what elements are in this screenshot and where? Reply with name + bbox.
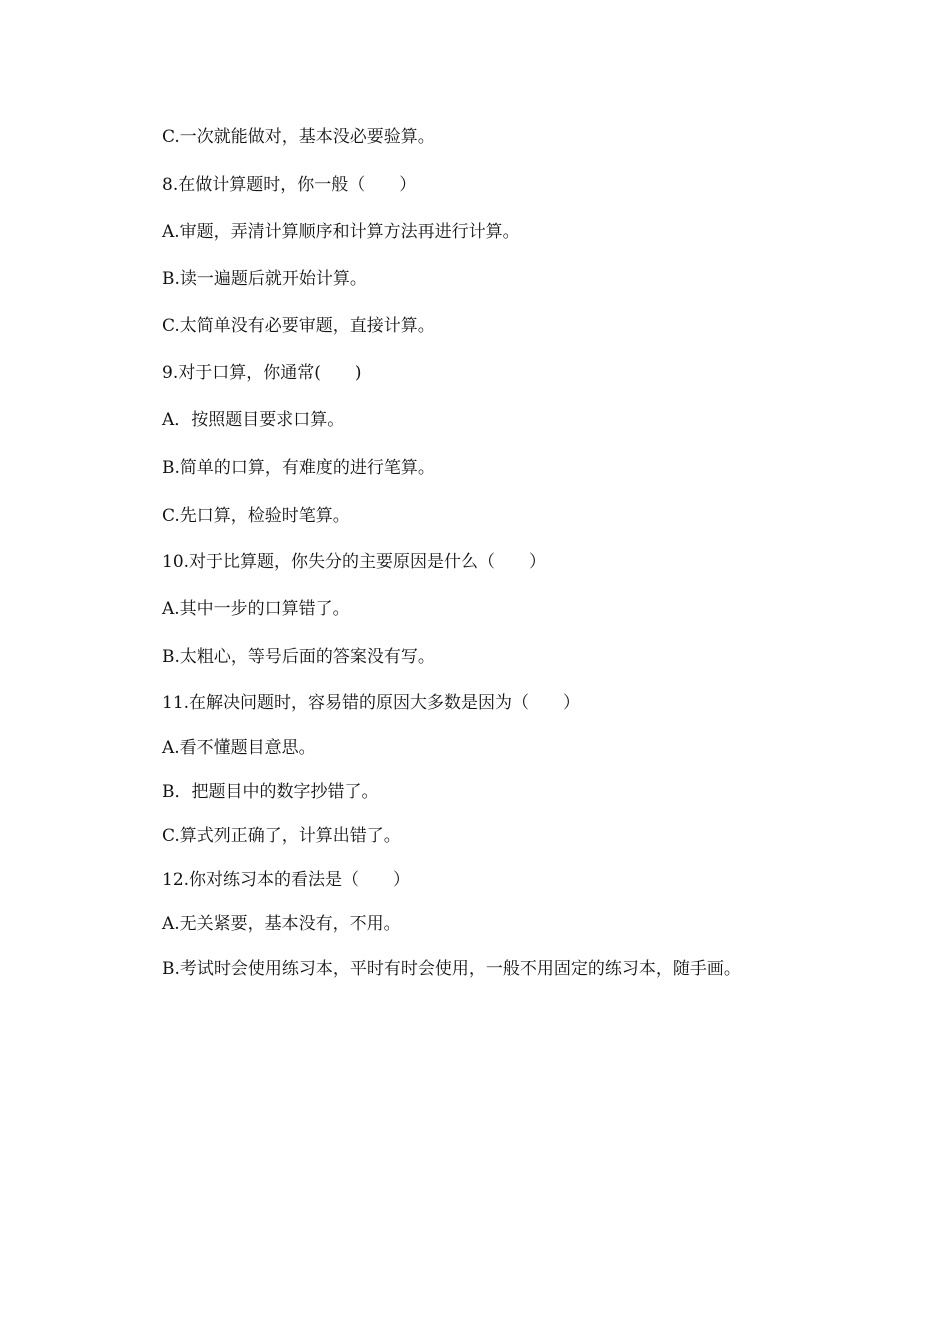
option-11b: B．把题目中的数字抄错了。 [162, 782, 379, 802]
option-10a: A.其中一步的口算错了。 [162, 599, 350, 619]
option-12a: A.无关紧要，基本没有，不用。 [162, 914, 401, 934]
option-9b: B.简单的口算，有难度的进行笔算。 [162, 458, 435, 478]
question-9: 9.对于口算，你通常( ) [162, 363, 362, 383]
option-8b: B.读一遍题后就开始计算。 [162, 269, 367, 289]
option-9c: C.先口算，检验时笔算。 [162, 506, 350, 526]
option-8a: A.审题，弄清计算顺序和计算方法再进行计算。 [162, 222, 520, 242]
option-11a: A.看不懂题目意思。 [162, 738, 316, 758]
option-10b: B.太粗心，等号后面的答案没有写。 [162, 647, 435, 667]
question-11: 11.在解决问题时，容易错的原因大多数是因为（ ） [162, 693, 581, 713]
option-12b: B.考试时会使用练习本，平时有时会使用，一般不用固定的练习本，随手画。 [162, 959, 741, 979]
option-9a: A．按照题目要求口算。 [162, 410, 345, 430]
option-7c: C.一次就能做对，基本没必要验算。 [162, 127, 435, 147]
question-8: 8.在做计算题时，你一般（ ） [162, 175, 417, 195]
option-11c: C.算式列正确了，计算出错了。 [162, 826, 401, 846]
question-12: 12.你对练习本的看法是（ ） [162, 870, 411, 890]
option-8c: C.太简单没有必要审题，直接计算。 [162, 316, 435, 336]
question-10: 10.对于比算题，你失分的主要原因是什么（ ） [162, 552, 547, 572]
